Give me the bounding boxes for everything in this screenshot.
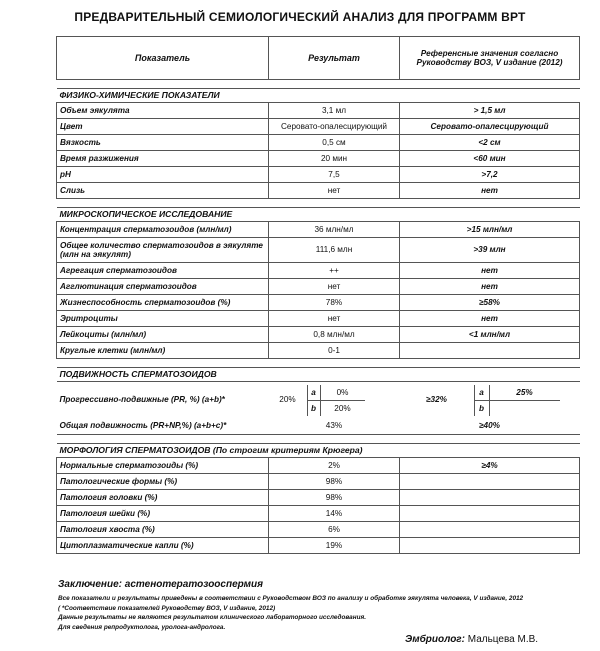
total-motility-ref: ≥40%: [479, 421, 500, 431]
header-reference: Референсные значения согласно Руководству ВОЗ, V издание (2012): [400, 37, 580, 80]
embryologist-signature: [405, 634, 538, 645]
row-result: 14%: [269, 506, 400, 522]
row-label: Концентрация сперматозоидов (млн/мл): [57, 222, 269, 238]
row-reference: [400, 538, 580, 554]
micro-rows: [57, 222, 580, 359]
row-reference: <60 мин: [400, 151, 580, 167]
table-row: [57, 343, 580, 359]
table-row: [57, 238, 580, 263]
row-reference: нет: [400, 183, 580, 199]
row-reference: [400, 343, 580, 359]
table-row: [57, 522, 580, 538]
row-reference: нет: [400, 311, 580, 327]
total-motility-label: Общая подвижность (PR+NP,%) (a+b+c)*: [59, 421, 227, 431]
header-result: Результат: [269, 37, 400, 80]
table-row: [57, 418, 580, 435]
row-label: Вязкость: [57, 135, 269, 151]
row-result: 0-1: [269, 343, 400, 359]
grade-b-value: 20%: [321, 400, 365, 416]
row-result: 0,5 см: [269, 135, 400, 151]
row-label: Патологические формы (%): [57, 474, 269, 490]
section-title-morphology: МОРФОЛОГИЯ СПЕРМАТОЗОИДОВ (По строгим критериям Крюгера): [57, 444, 580, 458]
row-reference: нет: [400, 263, 580, 279]
row-reference: >7,2: [400, 167, 580, 183]
total-motility-result: 43%: [325, 421, 343, 431]
footnote-line: Данные результаты не являются результатом клинического лабораторного исследования.: [58, 614, 367, 622]
physchem-rows: [57, 103, 580, 199]
table-row: [57, 474, 580, 490]
embryologist-label: Эмбриолог:: [405, 634, 465, 645]
table-row: [57, 167, 580, 183]
row-label: Патология головки (%): [57, 490, 269, 506]
row-reference: ≥4%: [400, 458, 580, 474]
conclusion-label: Заключение:: [58, 579, 122, 590]
section-title-motility: ПОДВИЖНОСТЬ СПЕРМАТОЗОИДОВ: [57, 368, 580, 382]
table-row: [57, 222, 580, 238]
row-result: 2%: [269, 458, 400, 474]
grade-b-letter: b: [307, 400, 321, 416]
row-reference: [400, 506, 580, 522]
progressive-label: Прогрессивно-подвижные (PR, %) (a+b)*: [59, 395, 225, 405]
row-reference: Серовато-опалесцирующий: [400, 119, 580, 135]
footnotes: [58, 594, 578, 632]
table-row: [57, 506, 580, 522]
row-result: нет: [269, 311, 400, 327]
row-label: Патология шейки (%): [57, 506, 269, 522]
row-reference: <1 млн/мл: [400, 327, 580, 343]
row-result: 20 мин: [269, 151, 400, 167]
row-label: Круглые клетки (млн/мл): [57, 343, 269, 359]
table-row: [57, 382, 580, 419]
row-label: Цвет: [57, 119, 269, 135]
table-row: [57, 119, 580, 135]
progressive-ref-cell: [400, 382, 580, 419]
table-row: [57, 295, 580, 311]
row-label: Агглютинация сперматозоидов: [57, 279, 269, 295]
row-result: 78%: [269, 295, 400, 311]
table-row: [57, 279, 580, 295]
row-result: 0,8 млн/мл: [269, 327, 400, 343]
row-result: ++: [269, 263, 400, 279]
ref-grade-b-letter: b: [474, 400, 490, 416]
row-reference: > 1,5 мл: [400, 103, 580, 119]
row-label: Общее количество сперматозоидов в эякуляте (млн на эякулят): [57, 238, 269, 263]
document-title: ПРЕДВАРИТЕЛЬНЫЙ СЕМИОЛОГИЧЕСКИЙ АНАЛИЗ ДЛЯ ПРОГРАММ ВРТ: [74, 10, 526, 24]
footnote-line: Для сведения репродуктолога, уролога-андролога.: [58, 623, 226, 631]
row-result: 98%: [269, 474, 400, 490]
row-label: Цитоплазматические капли (%): [57, 538, 269, 554]
table-row: [57, 135, 580, 151]
row-result: 7,5: [269, 167, 400, 183]
row-reference: <2 см: [400, 135, 580, 151]
morphology-rows: [57, 458, 580, 554]
footnote-line: ( *Соответствие показателей Руководству ВОЗ, V издание, 2012): [58, 604, 276, 612]
table-row: [57, 103, 580, 119]
embryologist-name: Мальцева М.В.: [467, 634, 539, 645]
row-label: Жизнеспособность сперматозоидов (%): [57, 295, 269, 311]
row-label: Объем эякулята: [57, 103, 269, 119]
row-label: Время разжижения: [57, 151, 269, 167]
row-label: Патология хвоста (%): [57, 522, 269, 538]
row-label: Нормальные сперматозоиды (%): [57, 458, 269, 474]
row-result: 36 млн/мл: [269, 222, 400, 238]
table-header-row: [57, 37, 580, 80]
table-row: [57, 183, 580, 199]
row-result: 98%: [269, 490, 400, 506]
ref-grade-a-value: 25%: [516, 387, 533, 397]
progressive-result-cell: [269, 382, 400, 419]
row-result: 6%: [269, 522, 400, 538]
analysis-table: [56, 36, 580, 554]
row-result: 111,6 млн: [269, 238, 400, 263]
ref-grade-b-value: [490, 400, 560, 416]
table-row: [57, 458, 580, 474]
row-result: нет: [269, 279, 400, 295]
section-title-physchem: ФИЗИКО-ХИМИЧЕСКИЕ ПОКАЗАТЕЛИ: [57, 89, 580, 103]
conclusion: [58, 579, 263, 590]
row-label: Эритроциты: [57, 311, 269, 327]
header-indicator: Показатель: [57, 37, 269, 80]
row-label: Агрегация сперматозоидов: [57, 263, 269, 279]
row-result: нет: [269, 183, 400, 199]
table-row: [57, 263, 580, 279]
section-title-micro: МИКРОСКОПИЧЕСКОЕ ИССЛЕДОВАНИЕ: [57, 208, 580, 222]
row-reference: [400, 474, 580, 490]
row-reference: ≥58%: [400, 295, 580, 311]
footnote-line: Все показатели и результаты приведены в соответствии с Руководством ВОЗ по анализу и обработке эякулята человека, V издание, 2012: [58, 595, 524, 602]
row-label: Слизь: [57, 183, 269, 199]
table-row: [57, 311, 580, 327]
progressive-ref-total: ≥32%: [426, 395, 447, 405]
row-label: Лейкоциты (млн/мл): [57, 327, 269, 343]
row-reference: >39 млн: [400, 238, 580, 263]
grade-a-value: 0%: [336, 387, 349, 397]
row-result: 19%: [269, 538, 400, 554]
row-label: pH: [57, 167, 269, 183]
table-row: [57, 151, 580, 167]
row-result: Серовато-опалесцирующий: [269, 119, 400, 135]
row-reference: >15 млн/мл: [400, 222, 580, 238]
progressive-total: 20%: [279, 395, 296, 405]
table-row: [57, 327, 580, 343]
row-result: 3,1 мл: [269, 103, 400, 119]
row-reference: [400, 522, 580, 538]
table-row: [57, 490, 580, 506]
grade-a-letter: a: [307, 385, 321, 400]
table-row: [57, 538, 580, 554]
row-reference: [400, 490, 580, 506]
conclusion-value: астенотератозооспермия: [124, 579, 264, 590]
row-reference: нет: [400, 279, 580, 295]
ref-grade-a-letter: a: [474, 385, 490, 400]
